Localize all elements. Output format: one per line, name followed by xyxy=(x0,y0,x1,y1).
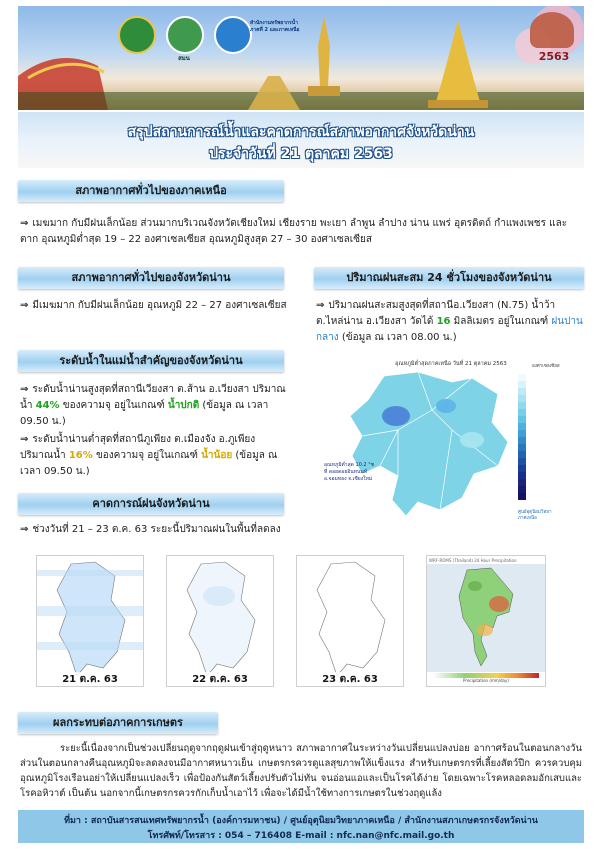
arrow-right-icon: ⇒ xyxy=(20,524,29,535)
river-item2-post: (ข้อมูล ณ เวลา 09.50 น.) xyxy=(20,450,278,477)
forecast-map-day3-date: 23 ต.ค. 63 xyxy=(315,672,385,687)
nan-weather-body: มีเมฆมาก กับมีฝนเล็กน้อย อุณหภูมิ 22 – 27 องศาเซลเซียส xyxy=(32,300,287,311)
map-note-line3: อ.จอมทอง จ.เชียงใหม่ xyxy=(324,476,373,482)
rainfall-text xyxy=(316,298,584,346)
river-item2-level: น้ำน้อย xyxy=(201,450,233,461)
rainfall-text-pre: ปริมาณฝนสะสมสูงสุดที่สถานีอ.เวียงสา (N.75) น้ำว้า ต.ไหล่น่าน อ.เวียงสา วัดได้ xyxy=(316,300,556,327)
water-org-line2: ภาคที่ 2 และภาคเหนือ xyxy=(250,27,300,33)
agriculture-text: ระยะนี้เนื่องจากเป็นช่วงเปลี่ยนฤดูจากฤดูฝนเข้าสู่ฤดูหนาว สภาพอากาศในระหว่างวันเปลี่ยนแปลงบ่อย อากาศร้อนในตอนกลางวัน ส่วนในตอนกลางคืนอุณหภูมิจะลดลงจนมีอากาศหนาวเย็น เกษตรกรควรดูแลสุขภาพให้แข็งแรง สำหรับเกษตรกรที่เลี้ยงสัตว์ปีก ควรควบคุมอุณหภูมิโรงเรือนอย่าให้เปลี่ยนแปลงเร็ว เพื่อป้องกันสัตว์เลี้ยงปรับตัวไม่ทัน จนอ่อนแอและเป็นโรคได้ง่าย โดยเฉพาะโรคหลอดลมอักเสบและโรคอหิวาต์ เป็นต้น นอกจากนี้เกษตรกรควรกักเก็บน้ำเอาไว้ เพื่อจะได้มีน้ำใช้ทางการเกษตรในช่วงฤดูแล้ง xyxy=(20,743,582,799)
map-credit-line1: ศูนย์อุตุนิยมวิทยา xyxy=(518,510,552,515)
river-item1-pct: 44% xyxy=(35,400,60,411)
footer-contact: โทรศัพท์/โทรสาร : 054 – 716408 E-mail : nfc.nan@nfc.mail.go.th xyxy=(147,831,455,841)
river-item1-mid: ของความจุ อยู่ในเกณฑ์ xyxy=(59,400,168,411)
legend-unit: องศาเซลเซียส xyxy=(532,364,560,369)
banner-year: 2563 xyxy=(538,50,570,63)
thailand-map-title: WRF-ROMS (Thailand) 24 Hour Precipitation xyxy=(429,558,517,563)
legend-cell xyxy=(518,479,526,486)
rainfall-header: ปริมาณฝนสะสม 24 ชั่วโมงของจังหวัดน่าน xyxy=(314,267,584,289)
north-weather-header: สภาพอากาศทั่วไปของภาคเหนือ xyxy=(18,180,284,202)
temperature-map-title: อุณหภูมิต่ำสุดภาคเหนือ วันที่ 21 ตุลาคม 2563 xyxy=(395,361,507,367)
forecast-map-day1 xyxy=(36,555,144,687)
north-weather-text xyxy=(20,216,580,248)
nan-weather-text xyxy=(20,298,290,314)
nan-weather-header: สภาพอากาศทั่วไปของจังหวัดน่าน xyxy=(18,267,284,289)
river-item-1 xyxy=(20,382,290,430)
legend-cell xyxy=(518,444,526,451)
legend-cell xyxy=(518,395,526,402)
forecast-text xyxy=(20,522,580,538)
agency-logo-label: สมน xyxy=(178,55,190,62)
river-item2-pct: 16% xyxy=(68,450,93,461)
forecast-map-day2 xyxy=(166,555,274,687)
river-item2-pre: ระดับน้ำน่านต่ำสุดที่สถานีภูเพียง ต.เมืองจัง อ.ภูเพียง ปริมาณน้ำ xyxy=(20,434,256,461)
legend-cell xyxy=(518,388,526,395)
rainfall-text-mid: มิลลิเมตร อยู่ในเกณฑ์ xyxy=(450,316,552,327)
forecast-map-day2-date: 22 ต.ค. 63 xyxy=(185,672,255,687)
arrow-right-icon: ⇒ xyxy=(20,384,29,395)
rainfall-text-post: (ข้อมูล ณ เวลา 08.00 น.) xyxy=(338,332,457,343)
banner-scene-image xyxy=(18,6,584,110)
header-banner xyxy=(18,6,584,110)
arrow-right-icon: ⇒ xyxy=(20,434,29,445)
legend-cell xyxy=(518,486,526,493)
temperature-map-note xyxy=(324,462,410,483)
legend-cell xyxy=(518,381,526,388)
forecast-map-day3-image xyxy=(297,556,403,686)
map-credit xyxy=(518,510,580,522)
legend-cell xyxy=(518,493,526,500)
map-credit-line2: ภาคเหนือ xyxy=(518,516,537,521)
page-date: ประจำวันที่ 21 ตุลาคม 2563 xyxy=(209,146,393,162)
legend-cell xyxy=(518,437,526,444)
temperature-map xyxy=(322,360,580,528)
rainfall-level: ฝนปานกลาง xyxy=(316,316,583,343)
person-illustration-icon xyxy=(530,12,574,48)
temperature-legend xyxy=(518,374,528,506)
river-header: ระดับน้ำในแม่น้ำสำคัญของจังหวัดน่าน xyxy=(18,350,284,372)
legend-cell xyxy=(518,402,526,409)
north-region-map-image xyxy=(322,370,522,526)
legend-cell xyxy=(518,409,526,416)
arrow-right-icon: ⇒ xyxy=(20,218,29,229)
title-band xyxy=(18,112,584,168)
forecast-map-thailand xyxy=(426,555,546,687)
legend-cell xyxy=(518,430,526,437)
legend-cell xyxy=(518,423,526,430)
legend-cell xyxy=(518,374,526,381)
water-org-line1: สำนักงานทรัพยากรน้ำ xyxy=(250,20,298,26)
precip-legend-label: Precipitation (mm/day) xyxy=(463,678,509,683)
rainfall-value: 16 xyxy=(436,316,451,327)
river-item2-mid: ของความจุ อยู่ในเกณฑ์ xyxy=(92,450,202,461)
forecast-map-day1-date: 21 ต.ค. 63 xyxy=(55,672,125,687)
river-item-2 xyxy=(20,432,290,480)
forecast-body: ช่วงวันที่ 21 – 23 ต.ค. 63 ระยะนี้ปริมาณฝนในพื้นที่ลดลง xyxy=(32,524,281,535)
arrow-right-icon: ⇒ xyxy=(316,300,325,311)
river-item1-level: น้ำปกติ xyxy=(167,400,200,411)
agriculture-header: ผลกระทบต่อภาคการเกษตร xyxy=(18,712,218,734)
forecast-map-day2-image xyxy=(167,556,273,686)
forecast-map-day3 xyxy=(296,555,404,687)
legend-cell xyxy=(518,472,526,479)
forecast-header: คาดการณ์ฝนจังหวัดน่าน xyxy=(18,493,284,515)
map-note-line1: อุณหภูมิต่ำสุด 10.2 °ซ xyxy=(324,462,375,468)
map-note-line2: ที่ ดอยดอยอินทนนท์ xyxy=(324,469,368,475)
legend-cell xyxy=(518,465,526,472)
thailand-precip-map-image xyxy=(427,564,545,672)
legend-cell xyxy=(518,451,526,458)
legend-cell xyxy=(518,416,526,423)
arrow-right-icon: ⇒ xyxy=(20,300,29,311)
footer xyxy=(18,810,584,843)
north-weather-body: เมฆมาก กับมีฝนเล็กน้อย ส่วนมากบริเวณจังหวัดเชียงใหม่ เชียงราย พะเยา ลำพูน ลำปาง น่าน แพร่ อุตรดิตถ์ กำแพงเพชร และตาก อุณหภูมิต่ำสุด 19 – 22 องศาเซลเซียส อุณหภูมิสูงสุด 27 – 30 องศาเซลเซียส xyxy=(20,218,568,245)
river-item1-pre: ระดับน้ำน่านสูงสุดที่สถานีเวียงสา ต.ส้าน อ.เวียงสา ปริมาณน้ำ xyxy=(20,384,286,411)
page-title: สรุปสถานการณ์น้ำและคาดการณ์สภาพอากาศจังหวัดน่าน xyxy=(127,124,475,140)
river-item1-post: (ข้อมูล ณ เวลา 09.50 น.) xyxy=(20,400,269,427)
legend-cell xyxy=(518,458,526,465)
forecast-map-day1-image xyxy=(37,556,143,686)
footer-source: ที่มา : สถาบันสารสนเทศทรัพยากรน้ำ (องค์การมหาชน) / ศูนย์อุตุนิยมวิทยาภาคเหนือ / สำนักงานสภาเกษตรกรจังหวัดน่าน xyxy=(64,816,538,826)
